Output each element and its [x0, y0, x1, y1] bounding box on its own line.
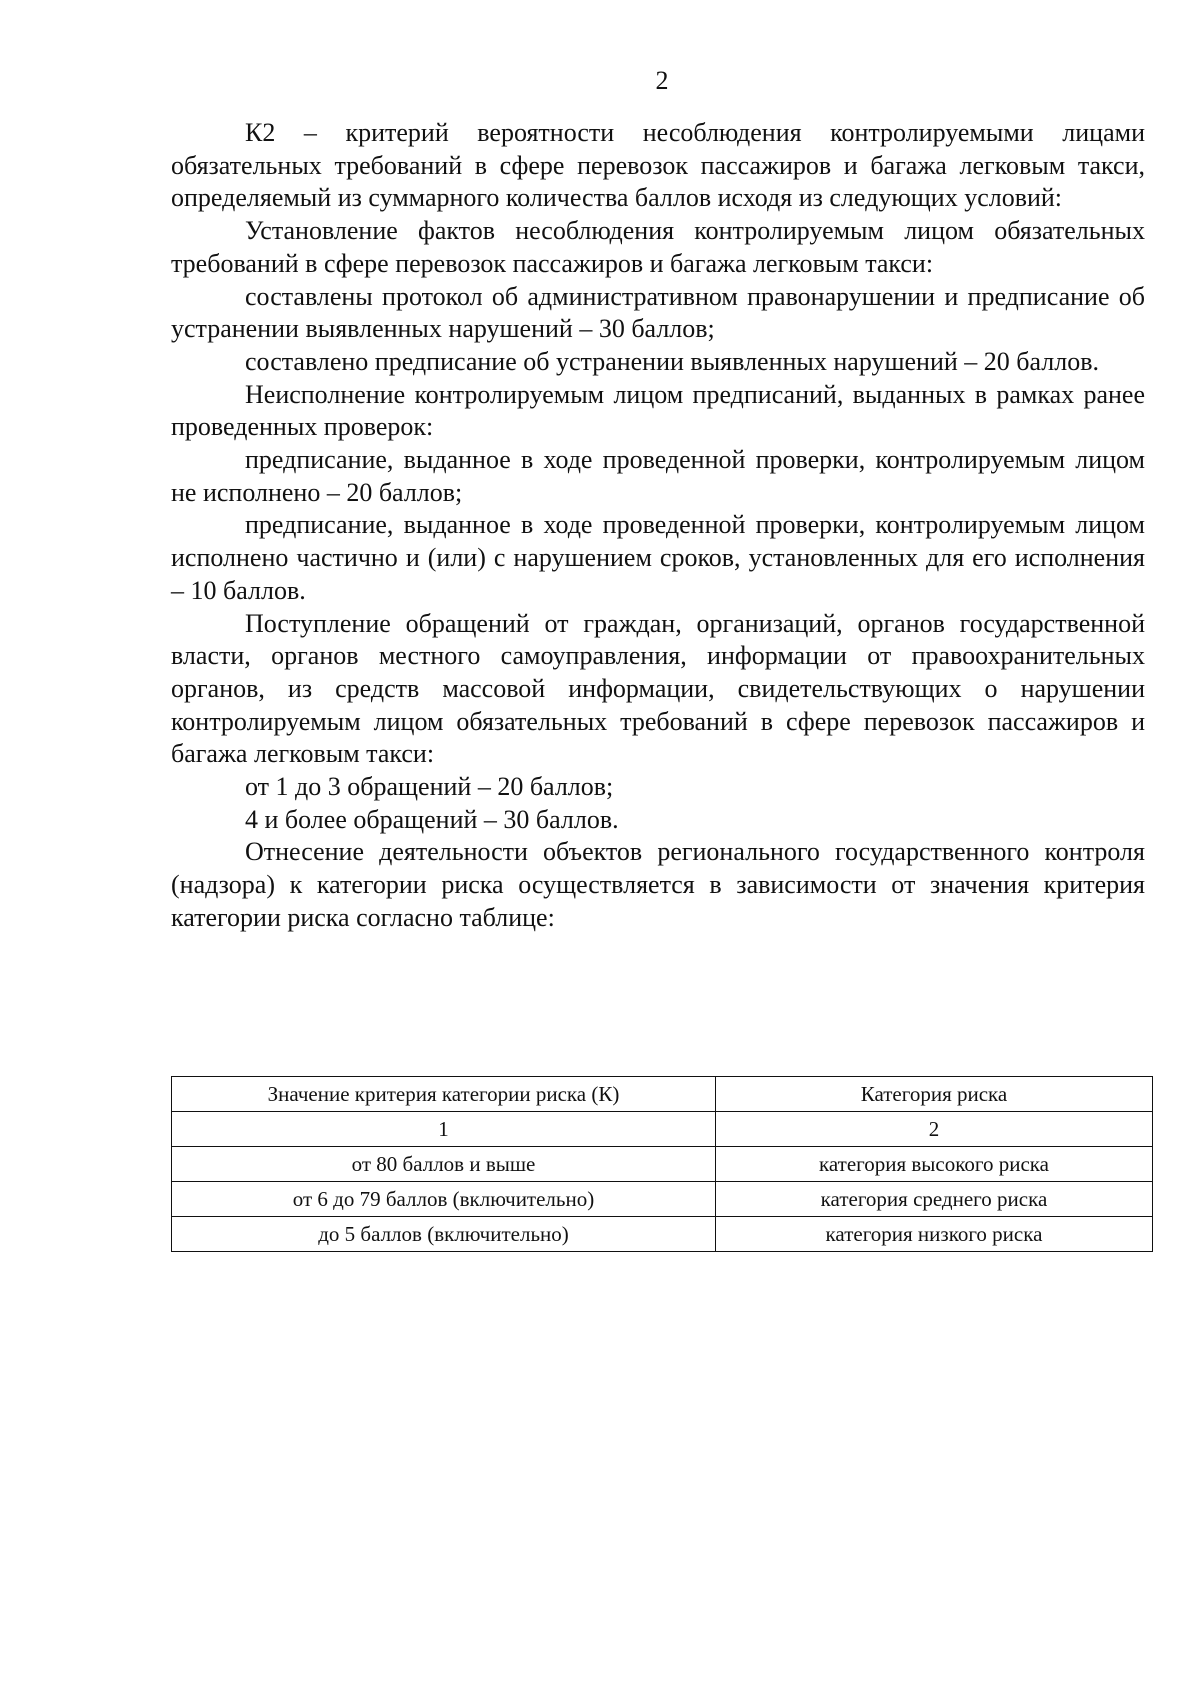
- paragraph-non-execution: Неисполнение контролируемым лицом предписаний, выданных в рамках ранее проведенных проверок:: [171, 379, 1145, 442]
- table-cell-category: категория низкого риска: [715, 1217, 1152, 1252]
- table-number-row: [172, 1112, 1153, 1147]
- paragraph-protocol-and-order: составлены протокол об административном правонарушении и предписание об устранении выявленных нарушений – 30 баллов;: [171, 281, 1145, 344]
- page-number: 2: [655, 66, 669, 95]
- paragraph-order-not-executed: предписание, выданное в ходе проведенной проверки, контролируемым лицом не исполнено – 20 баллов;: [171, 445, 1145, 507]
- paragraph-appeals-4-plus: 4 и более обращений – 30 баллов.: [245, 804, 619, 834]
- table-header-row: [172, 1077, 1153, 1112]
- paragraph-order-partially-executed: предписание, выданное в ходе проведенной проверки, контролируемым лицом исполнено частично и (или) с нарушением сроков, установленных для его исполнения – 10 баллов.: [171, 510, 1145, 605]
- table-header-category: Категория риска: [715, 1077, 1152, 1112]
- document-body: [171, 117, 1145, 935]
- table-cell-criterion: от 6 до 79 баллов (включительно): [172, 1182, 716, 1217]
- paragraph-k2-definition: К2 – критерий вероятности несоблюдения контролируемыми лицами обязательных требований в сфере перевозок пассажиров и багажа легковым такси, определяемый из суммарного количества баллов исходя из следующих условий:: [171, 118, 1145, 213]
- paragraph-appeals-received: Поступление обращений от граждан, организаций, органов государственной власти, органов местного самоуправления, информации от правоохранительных органов, из средств массовой информации, свидетельствующих о нарушении контролируемым лицом обязательных требований в сфере перевозок пассажиров и багажа легковым такси:: [171, 608, 1145, 769]
- paragraph-facts-of-noncompliance: Установление фактов несоблюдения контролируемым лицом обязательных требований в сфере перевозок пассажиров и багажа легковым такси:: [171, 216, 1145, 278]
- table-cell-criterion: до 5 баллов (включительно): [172, 1217, 716, 1252]
- risk-category-table: [171, 1076, 1153, 1252]
- table-row: [172, 1182, 1153, 1217]
- table-column-number: 1: [172, 1112, 716, 1147]
- table-cell-criterion: от 80 баллов и выше: [172, 1147, 716, 1182]
- table-row: [172, 1217, 1153, 1252]
- table-cell-category: категория среднего риска: [715, 1182, 1152, 1217]
- table-header-criterion: Значение критерия категории риска (К): [172, 1077, 716, 1112]
- table-cell-category: категория высокого риска: [715, 1147, 1152, 1182]
- table-column-number: 2: [715, 1112, 1152, 1147]
- paragraph-order-only: составлено предписание об устранении выявленных нарушений – 20 баллов.: [245, 346, 1100, 376]
- paragraph-risk-assignment: Отнесение деятельности объектов регионального государственного контроля (надзора) к категории риска осуществляется в зависимости от значения критерия категории риска согласно таблице:: [171, 837, 1145, 932]
- paragraph-appeals-1-to-3: от 1 до 3 обращений – 20 баллов;: [245, 772, 614, 802]
- table-row: [172, 1147, 1153, 1182]
